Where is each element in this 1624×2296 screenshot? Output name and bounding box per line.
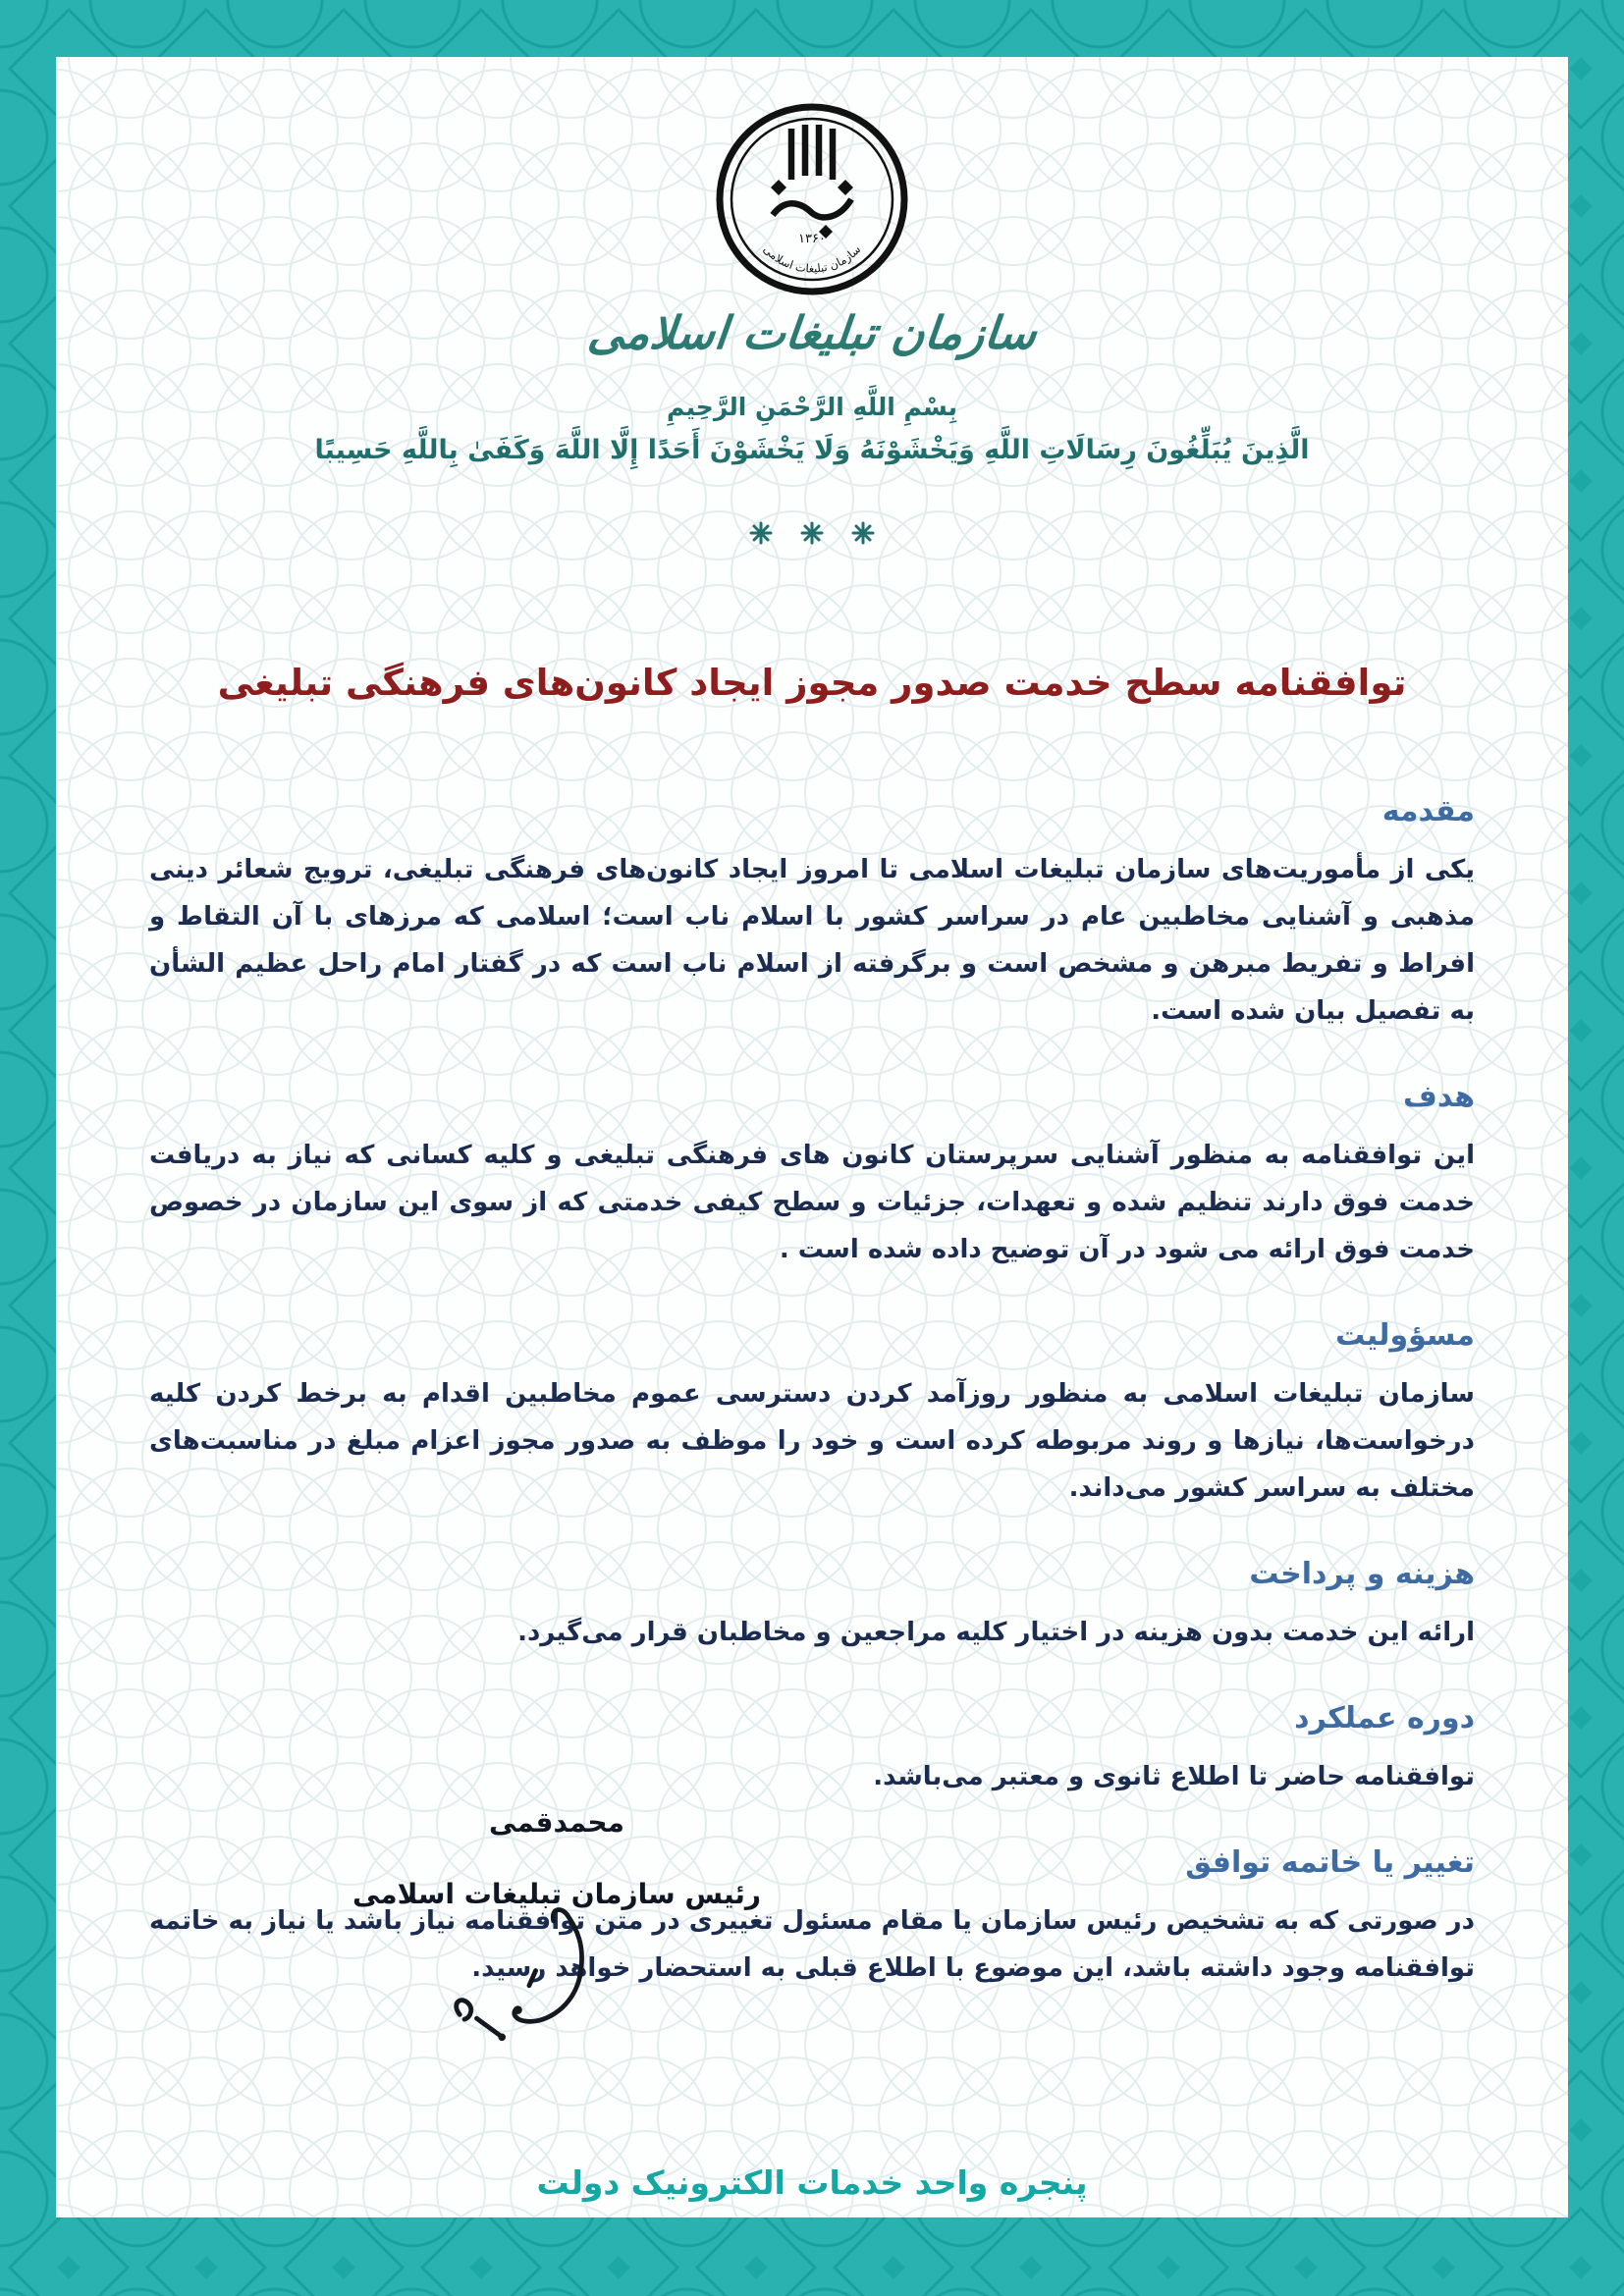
quran-verse-text: الَّذِينَ يُبَلِّغُونَ رِسَالَاتِ اللَّهِ وَيَخْشَوْنَهُ وَلَا يَخْشَوْنَ أَحَدًا إِلَّا اللَّهَ وَكَفَىٰ بِاللَّهِ حَسِيبًا [314,435,1310,465]
signer-name: محمدقمی [489,1806,624,1839]
logo-ring-text: سازمان تبلیغات اسلامی [760,241,864,276]
section-hazine-pardakht [149,1557,1475,1656]
footer-text: پنجره واحد خدمات الکترونیک دولت [536,2163,1088,2202]
logo-year: ۱۳۶۰ [798,232,826,246]
handwritten-signature-icon [149,1898,905,2109]
flower-asterisk-icon [748,520,774,546]
section-body: یکی از مأموریت‌های سازمان تبلیغات اسلامی تا امروز ایجاد کانون‌های فرهنگی تبلیغی، ترویج شعائر دینی مذهبی و آشنایی مخاطبین عام در سراسر کشور با اسلام ناب است؛ اسلامی که مرزهای با آن التقاط و افراط و تفریط مبرهن و مشخص است و برگرفته از اسلام ناب است که در گفتار امام راحل عظیم الشأن به تفصیل بیان شده است. [149,855,1475,1026]
section-body: ارائه این خدمت بدون هزینه در اختیار کلیه مراجعین و مخاطبان قرار می‌گیرد. [517,1618,1475,1647]
section-heading: دوره عملکرد [1294,1701,1475,1735]
org-calligraphy [149,300,1475,359]
section-heading: تغییر یا خاتمه توافق [1185,1845,1475,1880]
flower-asterisk-icon [850,520,876,546]
bismillah-text: بِسْمِ اللَّهِ الرَّحْمَنِ الرَّحِيمِ [667,393,957,421]
logo-wrap [149,98,1475,300]
section-doreh-amalkard [149,1701,1475,1800]
section-masouliyat [149,1318,1475,1512]
section-moghaddame [149,794,1475,1035]
section-heading: مقدمه [1381,794,1475,828]
section-body: توافقنامه حاضر تا اطلاع ثانوی و معتبر می‌باشد. [873,1762,1475,1791]
signer-title: رئیس سازمان تبلیغات اسلامی [352,1878,762,1910]
section-hadaf [149,1080,1475,1273]
ornament-row [149,520,1475,546]
section-body: سازمان تبلیغات اسلامی به منظور روزآمد کردن دسترسی عموم مخاطبین اقدام به برخط کردن کلیه درخواست‌ها، نیازها و روند مربوطه کرده است و خود را موظف به صدور مجوز اعزام مبلغ در مناسبت‌های مختلف به سراسر کشور می‌داند. [149,1379,1475,1503]
letter-page [56,57,1568,2217]
letter-content [56,57,1568,1992]
org-calligraphy-text: سازمان تبلیغات اسلامی [585,306,1039,359]
organization-emblem-icon [708,98,916,300]
signature-block [149,1806,964,2109]
section-body: در صورتی که به تشخیص رئیس سازمان یا مقام مسئول تغییری در متن توافقنامه نیاز باشد یا نیاز به خاتمه توافقنامه وجود داشته باشد، این موضوع با اطلاع قبلی به استحضار خواهد رسید. [149,1906,1475,1983]
section-body: این توافقنامه به منظور آشنایی سرپرستان کانون های فرهنگی تبلیغی و کلیه کسانی که نیاز به دریافت خدمت فوق دارند تنظیم شده و تعهدات، جزئیات و سطح کیفی خدمتی که از سوی این سازمان در خصوص خدمت فوق ارائه می شود در آن توضیح داده شده است . [149,1141,1475,1264]
document-title: توافقنامه سطح خدمت صدور مجوز ایجاد کانون‌های فرهنگی تبلیغی [217,662,1407,704]
section-heading: هدف [1403,1080,1475,1114]
flower-asterisk-icon [799,520,825,546]
section-heading: هزینه و پرداخت [1249,1557,1475,1591]
section-heading: مسؤولیت [1335,1318,1475,1353]
